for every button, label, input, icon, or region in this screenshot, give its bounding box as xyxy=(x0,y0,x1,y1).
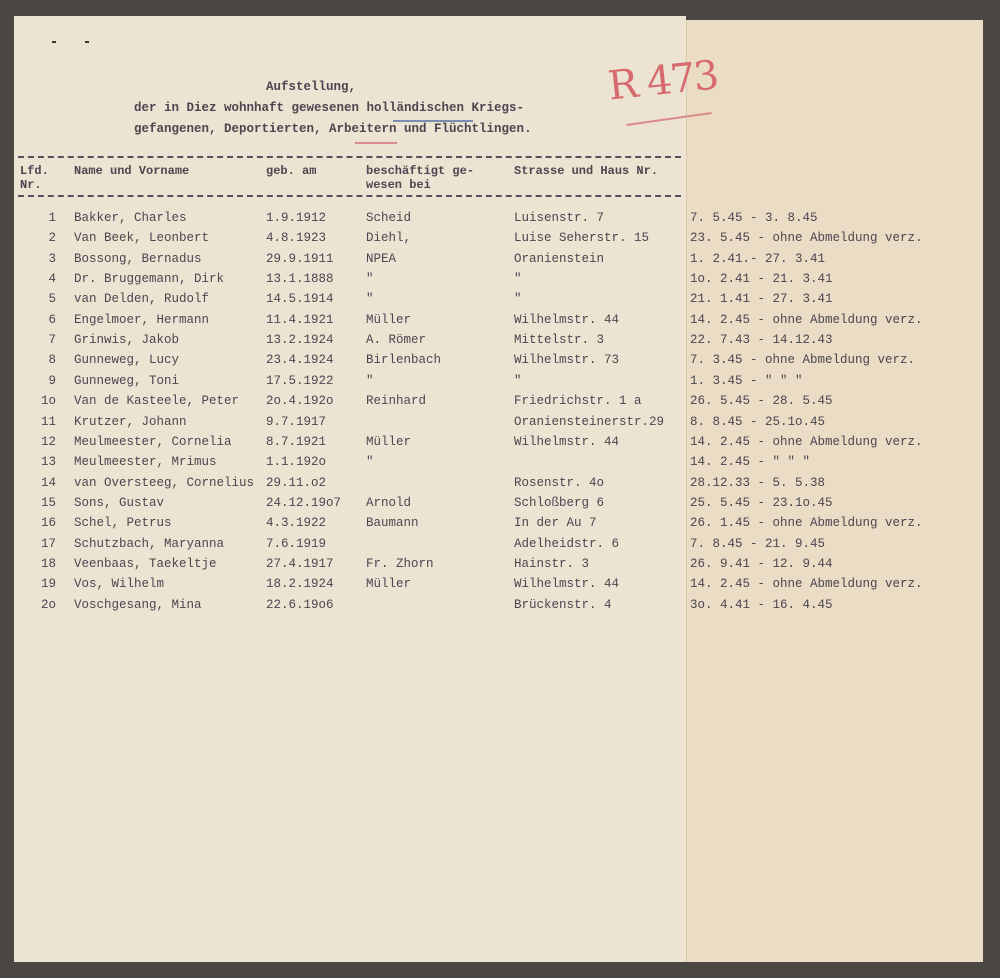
row-birth-date: 22.6.19o6 xyxy=(266,597,334,612)
row-name: Bakker, Charles xyxy=(74,211,187,225)
row-number: 12 xyxy=(40,434,56,449)
row-residence-dates: 26. 9.41 - 12. 9.44 xyxy=(690,556,833,571)
row-number: 4 xyxy=(48,272,56,287)
column-header-name: Name und Vorname xyxy=(74,164,190,178)
row-residence-dates: 1o. 2.41 - 21. 3.41 xyxy=(690,272,833,287)
row-number: 3 xyxy=(48,251,56,266)
row-name: van Delden, Rudolf xyxy=(74,292,210,307)
column-header-nr xyxy=(20,164,49,192)
row-birth-date: 2o.4.192o xyxy=(266,394,334,409)
row-birth-date: 18.2.1924 xyxy=(266,577,334,592)
row-residence-dates: 26. 1.45 - ohne Abmeldung verz. xyxy=(690,516,923,531)
row-name: Schel, Petrus xyxy=(74,516,172,531)
row-street: Rosenstr. 4o xyxy=(514,475,605,490)
row-residence-dates: 28.12.33 - 5. 5.38 xyxy=(690,475,826,490)
row-number: 2o xyxy=(40,597,56,612)
row-birth-date: 4.3.1922 xyxy=(266,516,327,531)
row-street: Luisenstr. 7 xyxy=(514,211,605,225)
column-header-born: geb. am xyxy=(266,164,317,178)
row-employer: Arnold xyxy=(366,495,412,510)
paper-mark xyxy=(85,41,89,43)
row-residence-dates: 7. 5.45 - 3. 8.45 xyxy=(690,211,818,225)
row-birth-date: 23.4.1924 xyxy=(266,353,334,368)
row-birth-date: 8.7.1921 xyxy=(266,434,327,449)
row-employer: Fr. Zhorn xyxy=(366,556,434,571)
row-residence-dates: 7. 8.45 - 21. 9.45 xyxy=(690,536,826,551)
row-name: Meulmeester, Cornelia xyxy=(74,434,232,449)
column-header-nr-line-2: Nr. xyxy=(20,178,42,192)
row-employer: " xyxy=(366,455,374,470)
row-birth-date: 1.1.192o xyxy=(266,455,327,470)
row-name: Sons, Gustav xyxy=(74,495,165,510)
row-street: Mittelstr. 3 xyxy=(514,333,605,348)
row-street: Luise Seherstr. 15 xyxy=(514,231,650,246)
row-residence-dates: 1. 2.41.- 27. 3.41 xyxy=(690,251,826,266)
column-header-employer xyxy=(366,164,474,192)
row-number: 15 xyxy=(40,495,56,510)
row-number: 1o xyxy=(40,394,56,409)
row-birth-date: 29.11.o2 xyxy=(266,475,327,490)
row-employer: Müller xyxy=(366,434,412,449)
row-birth-date: 14.5.1914 xyxy=(266,292,334,307)
row-street: " xyxy=(514,373,522,388)
row-name: Bossong, Bernadus xyxy=(74,251,202,266)
red-archive-mark: R 473 xyxy=(605,52,720,110)
row-street: Hainstr. 3 xyxy=(514,556,590,571)
row-employer: Müller xyxy=(366,312,412,327)
row-residence-dates: 14. 2.45 - " " " xyxy=(690,455,811,470)
row-residence-dates: 14. 2.45 - ohne Abmeldung verz. xyxy=(690,577,923,592)
row-number: 9 xyxy=(48,373,56,388)
row-number: 18 xyxy=(40,556,56,571)
row-street: Wilhelmstr. 44 xyxy=(514,312,620,327)
row-employer: Scheid xyxy=(366,211,412,225)
row-employer: " xyxy=(366,373,374,388)
row-street: Friedrichstr. 1 a xyxy=(514,394,642,409)
header-rule-top xyxy=(18,156,681,158)
row-street: " xyxy=(514,272,522,287)
row-birth-date: 1.9.1912 xyxy=(266,211,327,225)
row-birth-date: 24.12.19o7 xyxy=(266,495,342,510)
row-birth-date: 4.8.1923 xyxy=(266,231,327,246)
row-employer: Reinhard xyxy=(366,394,427,409)
row-number: 19 xyxy=(40,577,56,592)
paper-mark xyxy=(52,41,56,43)
row-residence-dates: 1. 3.45 - " " " xyxy=(690,373,803,388)
row-birth-date: 11.4.1921 xyxy=(266,312,334,327)
row-street: Oraniensteinerstr.29 xyxy=(514,414,665,429)
row-number: 5 xyxy=(48,292,56,307)
row-street: Wilhelmstr. 73 xyxy=(514,353,620,368)
row-street: In der Au 7 xyxy=(514,516,597,531)
row-name: Krutzer, Johann xyxy=(74,414,187,429)
red-pencil-underline xyxy=(355,142,397,144)
column-header-nr-line-1: Lfd. xyxy=(20,164,49,178)
row-number: 13 xyxy=(40,455,56,470)
row-employer: Diehl, xyxy=(366,231,412,246)
column-header-employer-line-1: beschäftigt ge- xyxy=(366,164,475,178)
row-number: 8 xyxy=(48,353,56,368)
row-residence-dates: 21. 1.41 - 27. 3.41 xyxy=(690,292,833,307)
row-street: Schloßberg 6 xyxy=(514,495,605,510)
row-number: 7 xyxy=(48,333,56,348)
row-number: 2 xyxy=(48,231,56,246)
row-employer: Baumann xyxy=(366,516,419,531)
row-employer: A. Römer xyxy=(366,333,427,348)
row-name: Voschgesang, Mina xyxy=(74,597,202,612)
title-line-1: Aufstellung, xyxy=(266,80,357,94)
column-header-employer-line-2: wesen bei xyxy=(366,178,431,192)
blue-pencil-underline xyxy=(393,120,473,122)
row-street: " xyxy=(514,292,522,307)
row-birth-date: 7.6.1919 xyxy=(266,536,327,551)
row-residence-dates: 26. 5.45 - 28. 5.45 xyxy=(690,394,833,409)
row-street: Brückenstr. 4 xyxy=(514,597,612,612)
row-residence-dates: 8. 8.45 - 25.1o.45 xyxy=(690,414,826,429)
row-birth-date: 13.2.1924 xyxy=(266,333,334,348)
row-street: Wilhelmstr. 44 xyxy=(514,434,620,449)
row-employer: Müller xyxy=(366,577,412,592)
row-name: Engelmoer, Hermann xyxy=(74,312,210,327)
row-number: 11 xyxy=(40,414,56,429)
row-birth-date: 9.7.1917 xyxy=(266,414,327,429)
row-name: Veenbaas, Taekeltje xyxy=(74,556,217,571)
row-street: Adelheidstr. 6 xyxy=(514,536,620,551)
row-name: Vos, Wilhelm xyxy=(74,577,165,592)
row-name: van Oversteeg, Cornelius xyxy=(74,475,255,490)
row-residence-dates: 3o. 4.41 - 16. 4.45 xyxy=(690,597,833,612)
row-residence-dates: 22. 7.43 - 14.12.43 xyxy=(690,333,833,348)
row-employer: " xyxy=(366,292,374,307)
row-birth-date: 29.9.1911 xyxy=(266,251,334,266)
row-number: 16 xyxy=(40,516,56,531)
row-number: 14 xyxy=(40,475,56,490)
row-birth-date: 17.5.1922 xyxy=(266,373,334,388)
header-rule-bottom xyxy=(18,195,681,197)
row-street: Oranienstein xyxy=(514,251,605,266)
title-line-3: gefangenen, Deportierten, Arbeitern und Flüchtlingen. xyxy=(134,122,532,136)
row-residence-dates: 14. 2.45 - ohne Abmeldung verz. xyxy=(690,312,923,327)
row-name: Van Beek, Leonbert xyxy=(74,231,210,246)
row-name: Van de Kasteele, Peter xyxy=(74,394,240,409)
row-residence-dates: 23. 5.45 - ohne Abmeldung verz. xyxy=(690,231,923,246)
row-name: Dr. Bruggemann, Dirk xyxy=(74,272,225,287)
row-name: Gunneweg, Toni xyxy=(74,373,180,388)
row-name: Gunneweg, Lucy xyxy=(74,353,180,368)
column-header-street: Strasse und Haus Nr. xyxy=(514,164,659,178)
row-name: Meulmeester, Mrimus xyxy=(74,455,217,470)
row-employer: Birlenbach xyxy=(366,353,442,368)
row-number: 6 xyxy=(48,312,56,327)
row-residence-dates: 7. 3.45 - ohne Abmeldung verz. xyxy=(690,353,916,368)
row-number: 17 xyxy=(40,536,56,551)
row-street: Wilhelmstr. 44 xyxy=(514,577,620,592)
row-birth-date: 13.1.1888 xyxy=(266,272,334,287)
row-number: 1 xyxy=(48,211,56,225)
title-line-2: der in Diez wohnhaft gewesenen holländischen Kriegs- xyxy=(134,101,525,115)
row-birth-date: 27.4.1917 xyxy=(266,556,334,571)
row-name: Schutzbach, Maryanna xyxy=(74,536,225,551)
row-residence-dates: 25. 5.45 - 23.1o.45 xyxy=(690,495,833,510)
row-employer: NPEA xyxy=(366,251,397,266)
row-residence-dates: 14. 2.45 - ohne Abmeldung verz. xyxy=(690,434,923,449)
row-name: Grinwis, Jakob xyxy=(74,333,180,348)
row-employer: " xyxy=(366,272,374,287)
